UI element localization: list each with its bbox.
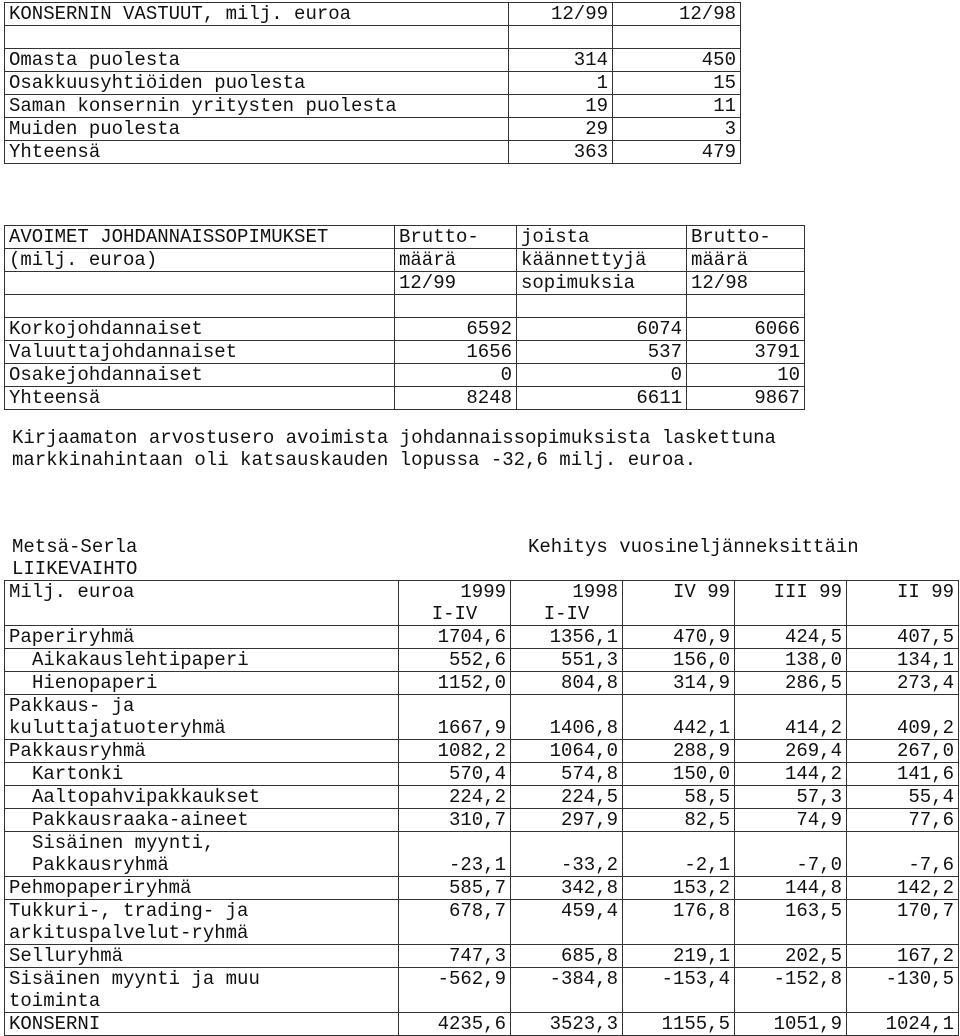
cell-value: 479 xyxy=(613,141,741,164)
row-label: Sisäinen myynti ja muu xyxy=(5,968,399,991)
cell-value: 1656 xyxy=(395,341,517,364)
cell-value: 570,4 xyxy=(399,763,511,786)
derivatives-header-row xyxy=(5,272,805,295)
cell-value: 74,9 xyxy=(735,809,847,832)
cell-value: 156,0 xyxy=(623,649,735,672)
table-row xyxy=(5,649,959,672)
table-row-total xyxy=(5,141,741,164)
guarantees-table xyxy=(4,2,741,164)
derivatives-col1-head: 12/99 xyxy=(395,272,517,295)
cell-value: 163,5 xyxy=(735,900,847,923)
derivatives-note-line-1: Kirjaamaton arvostusero avoimista johdannaissopimuksista laskettuna xyxy=(12,427,776,449)
row-label-line-2: toiminta xyxy=(5,990,399,1013)
table-row xyxy=(5,49,741,72)
cell-value: 19 xyxy=(509,95,613,118)
table-row xyxy=(5,945,959,968)
row-label: Pakkaus- ja xyxy=(5,695,399,718)
cell-value: 6611 xyxy=(517,387,687,410)
cell-value: 144,2 xyxy=(735,763,847,786)
cell-value: -2,1 xyxy=(623,854,735,877)
derivatives-col2-head: käännettyjä xyxy=(517,249,687,272)
cell-value: 363 xyxy=(509,141,613,164)
row-label: Korkojohdannaiset xyxy=(5,318,395,341)
cell-value: 144,8 xyxy=(735,877,847,900)
cell-value: 442,1 xyxy=(623,717,735,740)
table-row-continued xyxy=(5,990,959,1013)
cell-value: 219,1 xyxy=(623,945,735,968)
row-label: Pehmopaperiryhmä xyxy=(5,877,399,900)
cell-value: 6066 xyxy=(687,318,805,341)
cell-value: 167,2 xyxy=(847,945,959,968)
cell-value: -152,8 xyxy=(735,968,847,991)
row-label: Kartonki xyxy=(5,763,399,786)
col-iv99: IV 99 xyxy=(623,581,735,604)
derivatives-table xyxy=(4,225,805,410)
table-row xyxy=(5,968,959,991)
row-label: Saman konsernin yritysten puolesta xyxy=(5,95,509,118)
row-label: Yhteensä xyxy=(5,387,395,410)
cell-value: 273,4 xyxy=(847,672,959,695)
cell-value: 138,0 xyxy=(735,649,847,672)
cell-value: 409,2 xyxy=(847,717,959,740)
cell-value: 552,6 xyxy=(399,649,511,672)
cell-value: 3791 xyxy=(687,341,805,364)
cell-value: 224,5 xyxy=(511,786,623,809)
guarantees-header-row xyxy=(5,3,741,26)
cell-value: 1051,9 xyxy=(735,1013,847,1036)
derivatives-col2-head: joista xyxy=(517,226,687,249)
cell-value: 407,5 xyxy=(847,626,959,649)
row-label: Osakkuusyhtiöiden puolesta xyxy=(5,72,509,95)
row-label: Omasta puolesta xyxy=(5,49,509,72)
cell-value: 288,9 xyxy=(623,740,735,763)
row-label: Osakejohdannaiset xyxy=(5,364,395,387)
cell-value: 202,5 xyxy=(735,945,847,968)
table-row-continued xyxy=(5,717,959,740)
cell-value: 414,2 xyxy=(735,717,847,740)
table-row-total xyxy=(5,1013,959,1036)
cell-value: 0 xyxy=(395,364,517,387)
cell-value: -33,2 xyxy=(511,854,623,877)
row-label: Aaltopahvipakkaukset xyxy=(5,786,399,809)
derivatives-col3-head: 12/98 xyxy=(687,272,805,295)
table-row-continued xyxy=(5,854,959,877)
cell-value: 1152,0 xyxy=(399,672,511,695)
cell-value: 77,6 xyxy=(847,809,959,832)
cell-value: 1406,8 xyxy=(511,717,623,740)
cell-value: 3 xyxy=(613,118,741,141)
derivatives-col3-head: määrä xyxy=(687,249,805,272)
derivatives-col1-head: määrä xyxy=(395,249,517,272)
table-row xyxy=(5,763,959,786)
cell-value: 267,0 xyxy=(847,740,959,763)
table-row xyxy=(5,672,959,695)
row-label: KONSERNI xyxy=(5,1013,399,1036)
table-row xyxy=(5,318,805,341)
row-label: Pakkausryhmä xyxy=(5,740,399,763)
cell-value: 537 xyxy=(517,341,687,364)
row-label: Aikakauslehtipaperi xyxy=(5,649,399,672)
guarantees-col-1298: 12/98 xyxy=(613,3,741,26)
sales-unit: Milj. euroa xyxy=(5,581,399,604)
row-label: Selluryhmä xyxy=(5,945,399,968)
table-row-total xyxy=(5,387,805,410)
cell-value: 176,8 xyxy=(623,900,735,923)
derivatives-col2-head: sopimuksia xyxy=(517,272,687,295)
cell-value: 450 xyxy=(613,49,741,72)
sales-subtitle: Kehitys vuosineljänneksittäin xyxy=(528,536,859,558)
cell-value: -7,0 xyxy=(735,854,847,877)
row-label: Sisäinen myynti, xyxy=(5,832,399,855)
cell-value: 134,1 xyxy=(847,649,959,672)
derivatives-header-row xyxy=(5,226,805,249)
derivatives-col3-head: Brutto- xyxy=(687,226,805,249)
row-label: Valuuttajohdannaiset xyxy=(5,341,395,364)
cell-value: -153,4 xyxy=(623,968,735,991)
cell-value: 470,9 xyxy=(623,626,735,649)
cell-value: 55,4 xyxy=(847,786,959,809)
cell-value: -23,1 xyxy=(399,854,511,877)
cell-value: 1356,1 xyxy=(511,626,623,649)
table-row xyxy=(5,877,959,900)
cell-value: 58,5 xyxy=(623,786,735,809)
cell-value: 29 xyxy=(509,118,613,141)
col-ii99: II 99 xyxy=(847,581,959,604)
cell-value: 6074 xyxy=(517,318,687,341)
table-row xyxy=(5,118,741,141)
cell-value: 424,5 xyxy=(735,626,847,649)
row-label: Hienopaperi xyxy=(5,672,399,695)
cell-value: 314,9 xyxy=(623,672,735,695)
row-label: Muiden puolesta xyxy=(5,118,509,141)
cell-value: 1082,2 xyxy=(399,740,511,763)
cell-value: 310,7 xyxy=(399,809,511,832)
cell-value: 551,3 xyxy=(511,649,623,672)
cell-value: 150,0 xyxy=(623,763,735,786)
guarantees-spacer-row xyxy=(5,26,741,49)
cell-value: 4235,6 xyxy=(399,1013,511,1036)
cell-value: 297,9 xyxy=(511,809,623,832)
cell-value: 0 xyxy=(517,364,687,387)
table-row-continued xyxy=(5,922,959,945)
cell-value: 141,6 xyxy=(847,763,959,786)
row-label: Tukkuri-, trading- ja xyxy=(5,900,399,923)
cell-value: 1 xyxy=(509,72,613,95)
cell-value: 82,5 xyxy=(623,809,735,832)
sales-table xyxy=(4,580,959,1036)
cell-value: 1667,9 xyxy=(399,717,511,740)
cell-value: 11 xyxy=(613,95,741,118)
cell-value: -7,6 xyxy=(847,854,959,877)
row-label-line-2: kuluttajatuoteryhmä xyxy=(5,717,399,740)
cell-value: 286,5 xyxy=(735,672,847,695)
cell-value: 3523,3 xyxy=(511,1013,623,1036)
guarantees-title: KONSERNIN VASTUUT, milj. euroa xyxy=(5,3,509,26)
guarantees-col-1299: 12/99 xyxy=(509,3,613,26)
cell-value: 574,8 xyxy=(511,763,623,786)
derivatives-title: AVOIMET JOHDANNAISSOPIMUKSET xyxy=(5,226,395,249)
row-label-line-2: Pakkausryhmä xyxy=(5,854,399,877)
col-1999-sub: I-IV xyxy=(399,603,511,626)
sales-header-row xyxy=(5,603,959,626)
table-row xyxy=(5,95,741,118)
cell-value: -130,5 xyxy=(847,968,959,991)
cell-value: -562,9 xyxy=(399,968,511,991)
cell-value: 15 xyxy=(613,72,741,95)
cell-value: 1064,0 xyxy=(511,740,623,763)
cell-value: 1024,1 xyxy=(847,1013,959,1036)
cell-value: 1704,6 xyxy=(399,626,511,649)
table-row xyxy=(5,832,959,855)
row-label-line-2: arkituspalvelut-ryhmä xyxy=(5,922,399,945)
cell-value: 314 xyxy=(509,49,613,72)
cell-value: 10 xyxy=(687,364,805,387)
table-row xyxy=(5,695,959,718)
row-label: Yhteensä xyxy=(5,141,509,164)
cell-value: 685,8 xyxy=(511,945,623,968)
cell-value: 269,4 xyxy=(735,740,847,763)
table-row xyxy=(5,626,959,649)
row-label: Pakkausraaka-aineet xyxy=(5,809,399,832)
table-row xyxy=(5,740,959,763)
derivatives-spacer-row xyxy=(5,295,805,318)
col-1998-sub: I-IV xyxy=(511,603,623,626)
table-row xyxy=(5,341,805,364)
derivatives-header-row xyxy=(5,249,805,272)
cell-value: 8248 xyxy=(395,387,517,410)
derivatives-unit: (milj. euroa) xyxy=(5,249,395,272)
table-row xyxy=(5,72,741,95)
col-1998: 1998 xyxy=(511,581,623,604)
table-row xyxy=(5,786,959,809)
cell-value: 9867 xyxy=(687,387,805,410)
sales-header-row xyxy=(5,581,959,604)
company-name: Metsä-Serla xyxy=(12,536,138,558)
cell-value: 170,7 xyxy=(847,900,959,923)
cell-value: -384,8 xyxy=(511,968,623,991)
col-1999: 1999 xyxy=(399,581,511,604)
cell-value: 142,2 xyxy=(847,877,959,900)
cell-value: 585,7 xyxy=(399,877,511,900)
row-label: Paperiryhmä xyxy=(5,626,399,649)
cell-value: 224,2 xyxy=(399,786,511,809)
cell-value: 804,8 xyxy=(511,672,623,695)
table-row xyxy=(5,809,959,832)
cell-value: 6592 xyxy=(395,318,517,341)
cell-value: 57,3 xyxy=(735,786,847,809)
table-row xyxy=(5,364,805,387)
cell-value: 747,3 xyxy=(399,945,511,968)
derivatives-col1-head: Brutto- xyxy=(395,226,517,249)
sales-section-title: LIIKEVAIHTO xyxy=(12,558,138,580)
cell-value: 459,4 xyxy=(511,900,623,923)
derivatives-note-line-2: markkinahintaan oli katsauskauden lopussa -32,6 milj. euroa. xyxy=(12,449,697,471)
table-row xyxy=(5,900,959,923)
cell-value: 678,7 xyxy=(399,900,511,923)
cell-value: 153,2 xyxy=(623,877,735,900)
cell-value: 1155,5 xyxy=(623,1013,735,1036)
col-iii99: III 99 xyxy=(735,581,847,604)
cell-value: 342,8 xyxy=(511,877,623,900)
